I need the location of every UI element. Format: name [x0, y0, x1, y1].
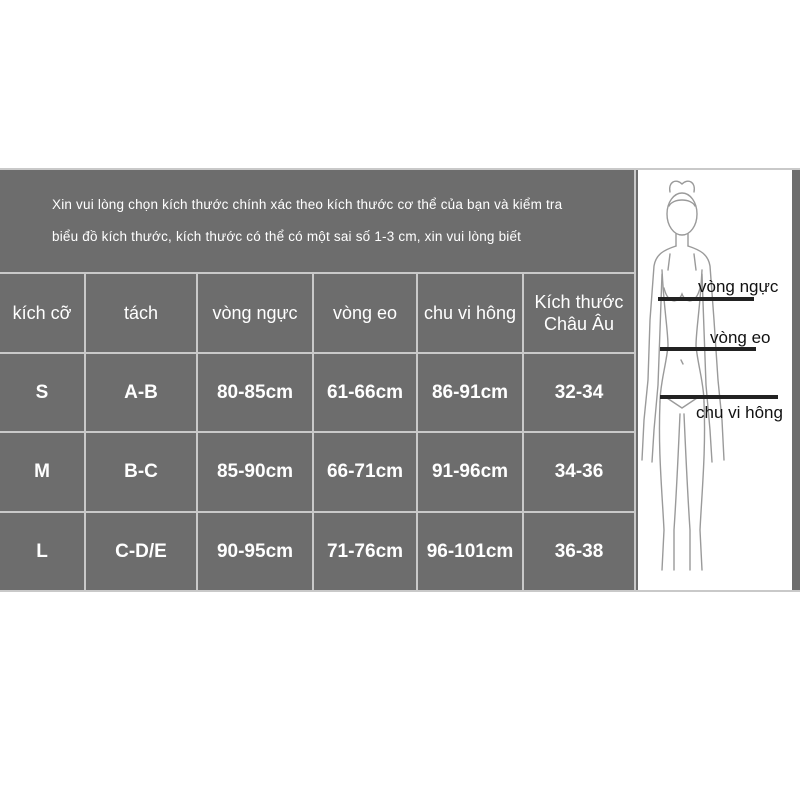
cell-bust: 85-90cm [216, 461, 294, 482]
header-eu-size: Kích thước Châu Âu [534, 292, 624, 334]
cell-cup: C-D/E [115, 540, 167, 562]
header-waist: vòng eo [332, 303, 398, 323]
bust-measure-line [658, 297, 754, 301]
cell-hip: 91-96cm [431, 461, 509, 482]
cell-eu-size: 34-36 [554, 461, 604, 482]
header-hip: chu vi hông [423, 303, 517, 323]
cell-eu-size: 36-38 [554, 540, 604, 562]
waist-label: vòng eo [710, 328, 771, 347]
cell-hip: 86-91cm [431, 381, 509, 403]
cell-waist: 61-66cm [326, 381, 404, 403]
hip-measure-line [660, 395, 778, 399]
cell-bust: 80-85cm [216, 381, 294, 403]
cell-size: S [35, 381, 49, 403]
cell-cup: B-C [124, 461, 158, 482]
chart-bottom-border [0, 590, 800, 592]
chart-figure-divider [634, 168, 636, 592]
cell-size: L [36, 540, 48, 562]
cell-bust: 90-95cm [216, 540, 294, 562]
cell-hip: 96-101cm [426, 540, 514, 562]
header-size: kích cỡ [12, 303, 72, 323]
body-outline-illustration [638, 170, 792, 590]
cell-waist: 66-71cm [326, 461, 404, 482]
cell-size: M [34, 461, 50, 482]
bust-label: vòng ngực [698, 277, 779, 296]
hip-label: chu vi hông [696, 403, 783, 422]
header-cup: tách [123, 303, 159, 323]
cell-cup: A-B [124, 381, 158, 403]
cell-waist: 71-76cm [326, 540, 404, 562]
cell-eu-size: 32-34 [554, 381, 604, 403]
header-bust: vòng ngực [212, 303, 298, 323]
body-figure-panel [638, 170, 792, 590]
notice-line-1: Xin vui lòng chọn kích thước chính xác theo kích thước cơ thể của bạn và kiểm tra [52, 197, 563, 212]
notice-line-2: biểu đồ kích thước, kích thước có thể có một sai số 1-3 cm, xin vui lòng biết [52, 229, 522, 244]
